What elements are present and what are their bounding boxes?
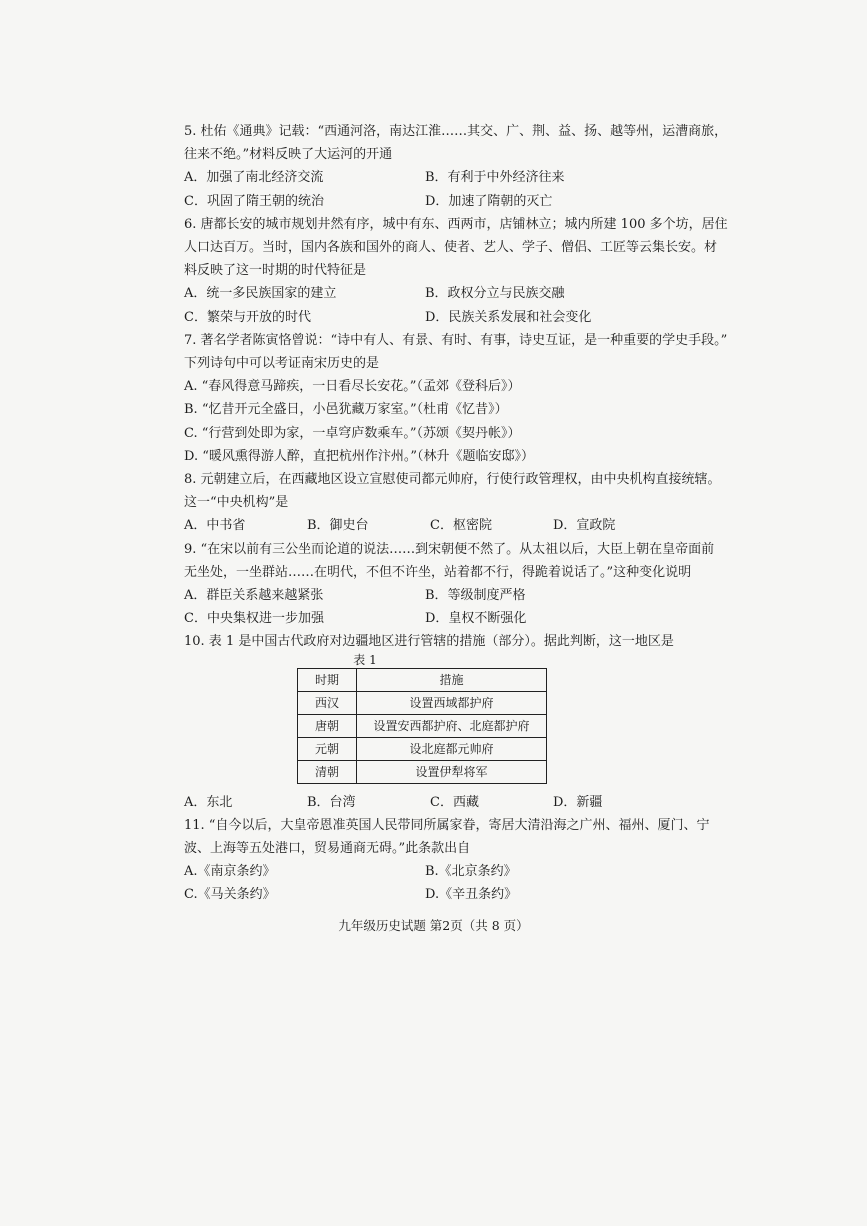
table-header-cell: 措施 <box>357 668 547 691</box>
question-5-option-c: C．巩固了隋王朝的统治 <box>184 193 324 209</box>
question-8-option-b: B．御史台 <box>307 518 369 534</box>
question-6-stem-line: 6. 唐都长安的城市规划井然有序，城中有东、西两市，店铺林立；城内所建 100 多个坊，居住 <box>184 216 728 232</box>
question-8-option-d: D．宣政院 <box>553 518 616 534</box>
table-row <box>298 691 547 714</box>
table-cell: 唐朝 <box>298 714 357 737</box>
question-7-option-c: C. “行营到处即为家，一卓穹庐数乘车。”（苏颂《契丹帐》） <box>184 425 521 441</box>
question-9-option-c: C．中央集权进一步加强 <box>184 611 324 627</box>
question-11-option-a: A.《南京条约》 <box>184 864 276 880</box>
question-7 <box>184 329 728 468</box>
question-6 <box>184 213 728 329</box>
question-8-option-c: C．枢密院 <box>430 518 492 534</box>
question-6-option-a: A．统一多民族国家的建立 <box>184 286 337 302</box>
question-11-option-d: D.《辛丑条约》 <box>425 887 518 903</box>
question-8-stem-line: 8. 元朝建立后，在西藏地区设立宣慰使司都元帅府，行使行政管理权，由中央机构直接统辖。 <box>184 472 721 488</box>
question-5-stem-line: 往来不绝。”材料反映了大运河的开通 <box>184 147 393 163</box>
question-5-option-b: B．有利于中外经济往来 <box>425 170 565 186</box>
table-row <box>298 760 547 783</box>
question-10-option-d: D．新疆 <box>553 794 603 810</box>
question-9-option-a: A．群臣关系越来越紧张 <box>184 588 324 604</box>
question-list <box>184 120 728 907</box>
question-7-option-d: D. “暖风熏得游人醉，直把杭州作汴州。”（林升《题临安邸》） <box>184 448 535 464</box>
question-10-stem-line: 10. 表 1 是中国古代政府对边疆地区进行管辖的措施（部分）。据此判断，这一地区是 <box>184 634 674 650</box>
question-6-option-b: B．政权分立与民族交融 <box>425 286 565 302</box>
table-1 <box>297 668 547 784</box>
question-7-stem-line: 下列诗句中可以考证南宋历史的是 <box>184 356 380 372</box>
question-5-option-a: A．加强了南北经济交流 <box>184 170 324 186</box>
question-6-stem-line: 料反映了这一时期的时代特征是 <box>184 263 367 279</box>
table-cell: 西汉 <box>298 691 357 714</box>
question-8-stem-line: 这一“中央机构”是 <box>184 495 289 511</box>
question-11-stem-line: 11. “自今以后，大皇帝恩准英国人民带同所属家眷，寄居大清沿海之广州、福州、厦门、宁 <box>184 817 710 833</box>
question-10-option-c: C．西藏 <box>430 794 479 810</box>
question-7-option-b: B. “忆昔开元全盛日，小邑犹藏万家室。”（杜甫《忆昔》） <box>184 402 508 418</box>
table-cell: 清朝 <box>298 760 357 783</box>
question-5 <box>184 120 728 213</box>
question-8 <box>184 468 721 538</box>
table-cell: 设北庭都元帅府 <box>357 737 547 760</box>
page-footer: 九年级历史试题 第2页（共 8 页） <box>338 918 529 933</box>
table-row <box>298 737 547 760</box>
question-7-stem-line: 7. 著名学者陈寅恪曾说：“诗中有人、有景、有时、有事，诗史互证，是一种重要的学史手段。” <box>184 332 728 348</box>
table-cell: 设置安西都护府、北庭都护府 <box>357 714 547 737</box>
table-row <box>298 714 547 737</box>
question-5-stem-line: 5. 杜佑《通典》记载：“西通河洛，南达江淮……其交、广、荆、益、扬、越等州，运漕商旅， <box>184 124 728 139</box>
question-6-stem-line: 人口达百万。当时，国内各族和国外的商人、使者、艺人、学子、僧侣、工匠等云集长安。材 <box>184 240 718 256</box>
question-10-option-b: B．台湾 <box>307 794 356 810</box>
table-1-title: 表 1 <box>353 652 377 667</box>
question-10 <box>184 630 699 813</box>
question-7-option-a: A. “春风得意马蹄疾，一日看尽长安花。”（孟郊《登科后》） <box>184 379 521 395</box>
table-header-cell: 时期 <box>298 668 357 691</box>
table-cell: 设置西域都护府 <box>357 691 547 714</box>
question-9-option-b: B．等级制度严格 <box>425 588 526 604</box>
table-header-row <box>298 668 547 691</box>
question-6-option-c: C．繁荣与开放的时代 <box>184 309 311 325</box>
question-9-option-d: D．皇权不断强化 <box>425 611 527 627</box>
question-5-option-d: D．加速了隋朝的灭亡 <box>425 193 553 209</box>
question-11 <box>184 814 710 907</box>
question-9-stem-line: 9. “在宋以前有三公坐而论道的说法……到宋朝便不然了。从太祖以后，大臣上朝在皇帝面前 <box>184 541 715 557</box>
question-8-option-a: A．中书省 <box>184 518 246 534</box>
table-cell: 设置伊犁将军 <box>357 760 547 783</box>
question-11-option-c: C.《马关条约》 <box>184 887 276 903</box>
question-11-stem-line: 波、上海等五处港口，贸易通商无碍。”此条款出自 <box>184 841 471 857</box>
question-9-stem-line: 无坐处，一坐群站……在明代，不但不许坐，站着都不行，得跪着说话了。”这种变化说明 <box>184 564 692 580</box>
question-9 <box>184 538 715 631</box>
question-6-option-d: D．民族关系发展和社会变化 <box>425 309 592 325</box>
question-11-option-b: B.《北京条约》 <box>425 864 517 880</box>
question-10-option-a: A．东北 <box>184 794 233 810</box>
table-cell: 元朝 <box>298 737 357 760</box>
